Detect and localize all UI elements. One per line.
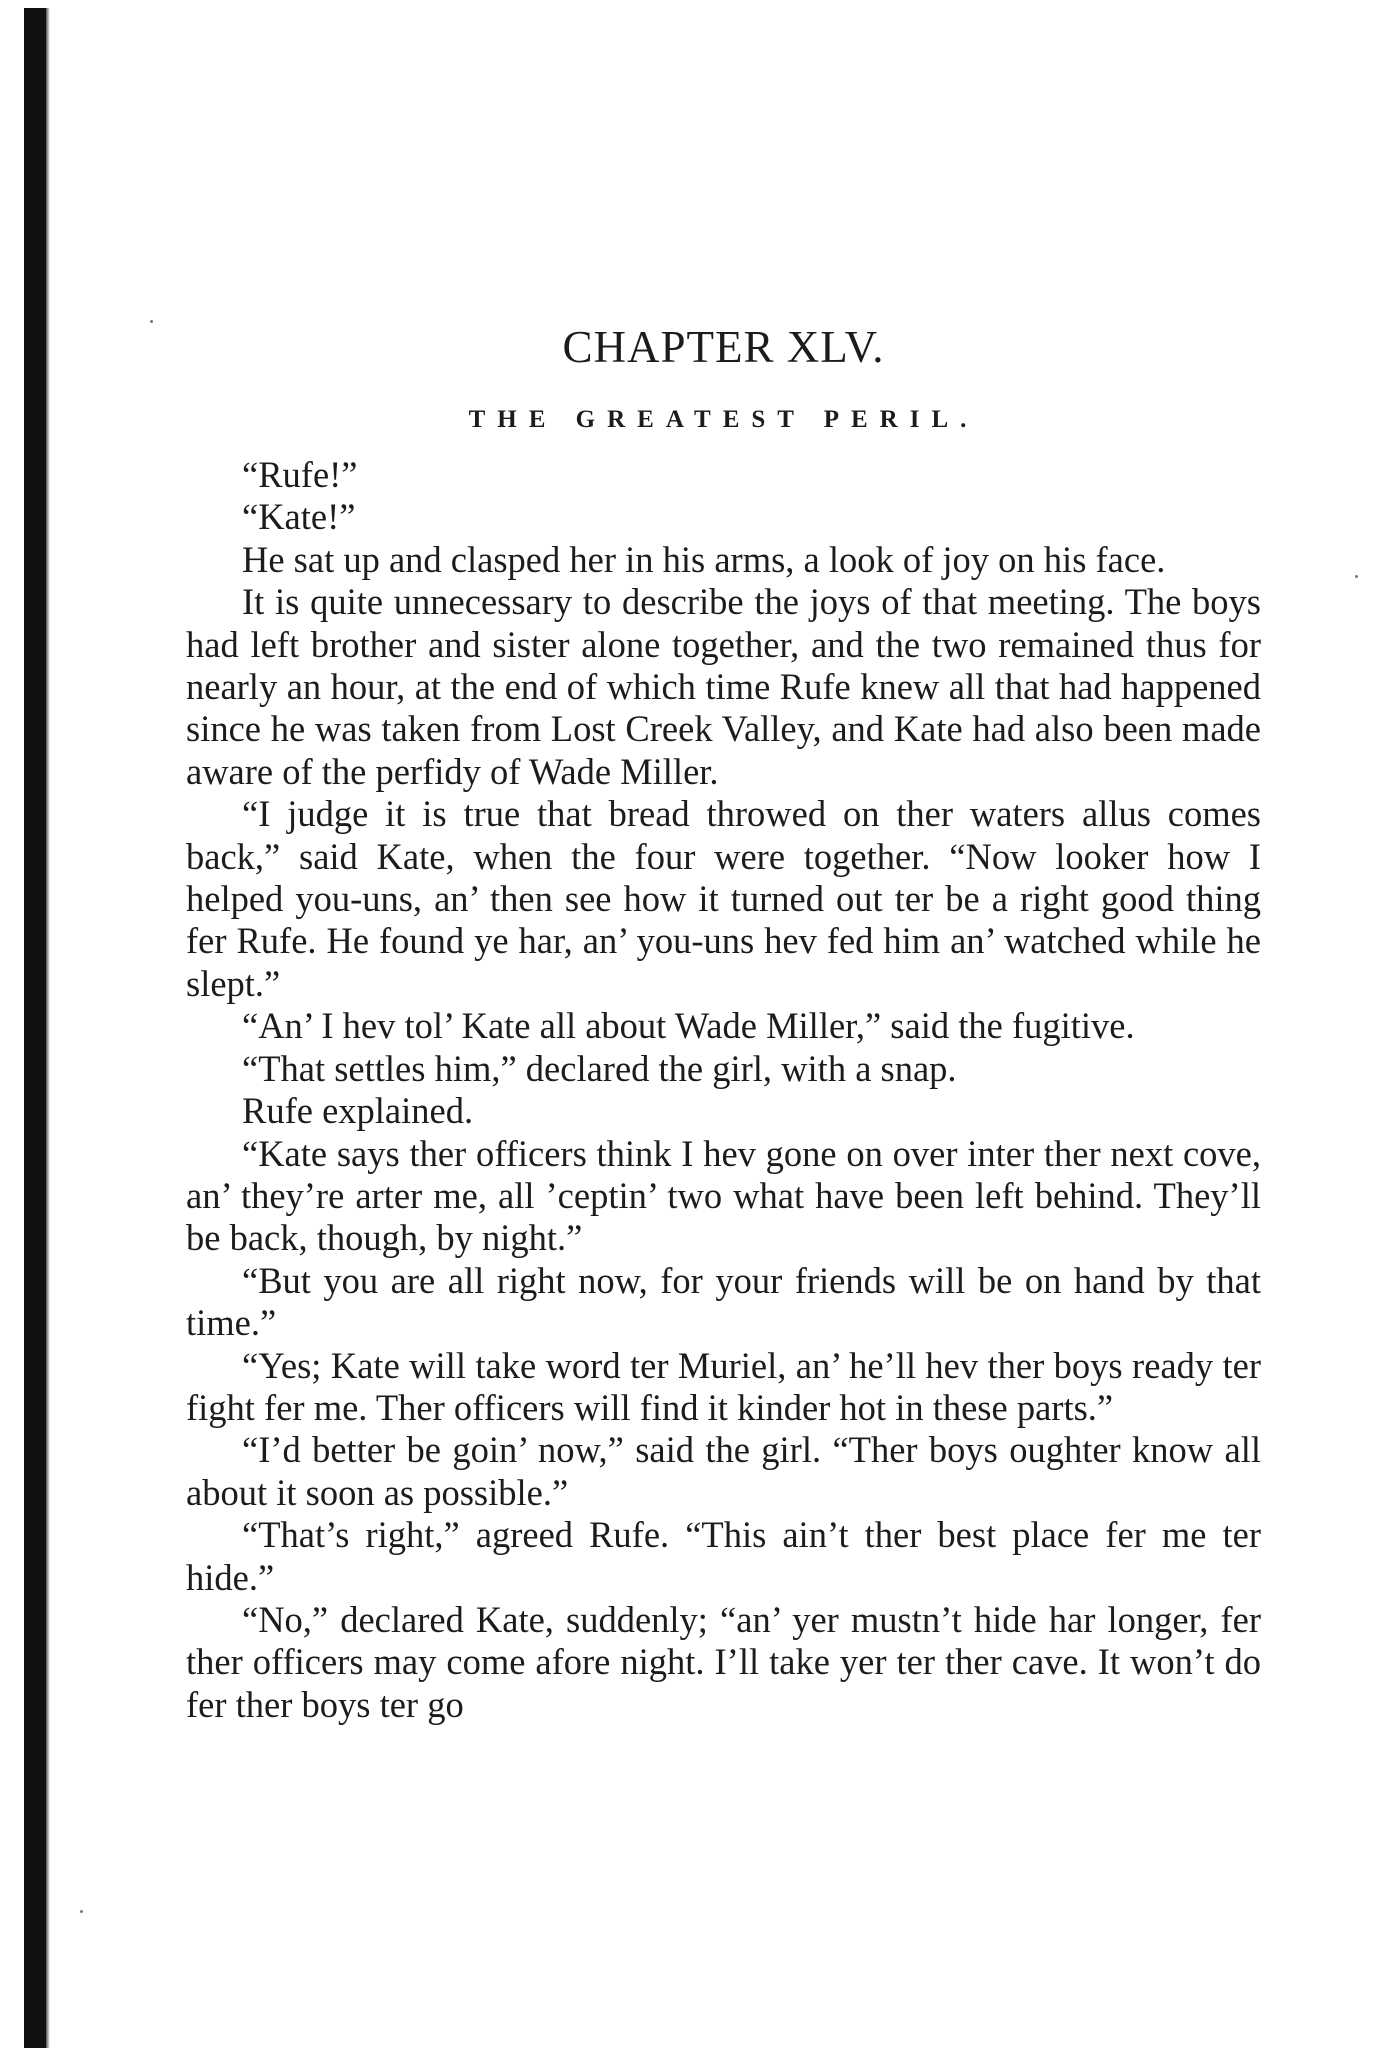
paper-speck (1355, 575, 1358, 578)
paper-speck (150, 320, 153, 323)
chapter-body (186, 454, 1261, 1726)
paragraph: It is quite unnecessary to describe the joys of that meeting. The boys had left brother and sister alone together, and the two remained thus for nearly an hour, at the end of which time Rufe knew all that had happened since he was taken from Lost Creek Valley, and Kate had also been made aware of the perfidy of Wade Miller. (186, 581, 1261, 792)
paragraph: “An’ I hev tol’ Kate all about Wade Miller,” said the fugitive. (242, 1005, 1135, 1047)
book-page (186, 320, 1261, 1726)
paragraph: “Rufe!” (242, 454, 358, 495)
paragraph: “No,” declared Kate, suddenly; “an’ yer mustn’t hide har longer, fer ther officers may come afore night. I’ll take yer ter ther cave. It won’t do fer ther boys ter go (186, 1598, 1261, 1725)
paragraph: “Kate!” (242, 496, 356, 538)
book-gutter-edge (46, 8, 50, 2048)
paragraph: “That settles him,” declared the girl, with a snap. (242, 1047, 957, 1089)
paragraph: “Kate says ther officers think I hev gone on over inter ther next cove, an’ they’re arter me, all ’ceptin’ two what have been left behind. They’ll be back, though, by night.” (186, 1132, 1261, 1259)
chapter-title: CHAPTER XLV. (562, 322, 885, 372)
paragraph: “I’d better be goin’ now,” said the girl. “Ther boys oughter know all about it soon as possible.” (186, 1429, 1261, 1513)
paper-speck (80, 1910, 83, 1913)
paragraph: Rufe explained. (242, 1090, 474, 1132)
paragraph: “I judge it is true that bread throwed on ther waters allus comes back,” said Kate, when the four were together. “Now looker how I helped you-uns, an’ then see how it turned out ter be a right good thing fer Rufe. He found ye har, an’ you-uns hev fed him an’ watched while he slept.” (186, 793, 1261, 1004)
paragraph: He sat up and clasped her in his arms, a look of joy on his face. (242, 538, 1166, 580)
chapter-subtitle: THE GREATEST PERIL. (468, 406, 979, 433)
book-spine-shadow (24, 8, 46, 2048)
paragraph: “That’s right,” agreed Rufe. “This ain’t ther best place fer me ter hide.” (186, 1514, 1261, 1598)
paragraph: “But you are all right now, for your friends will be on hand by that time.” (186, 1259, 1261, 1344)
paragraph: “Yes; Kate will take word ter Muriel, an’ he’ll hev ther boys ready ter fight fer me. Ther officers will find it kinder hot in these parts.” (186, 1344, 1261, 1428)
